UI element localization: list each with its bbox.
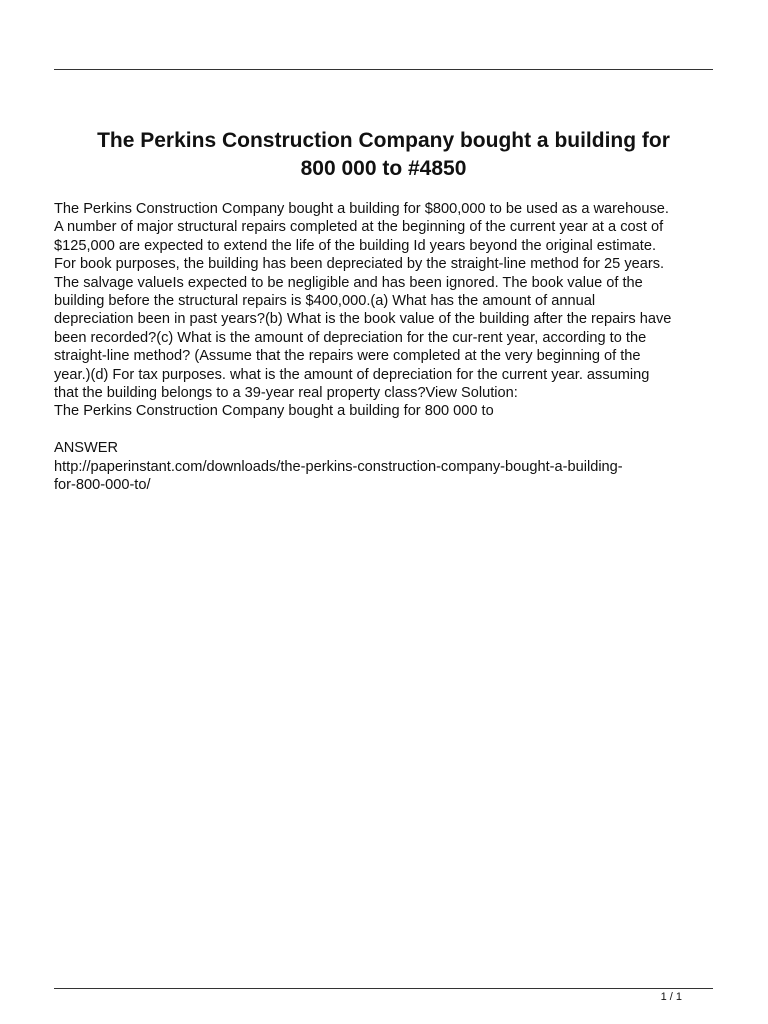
body-line: depreciation been in past years?(b) What is the book value of the building after the repairs have	[54, 311, 672, 328]
body-line: year.)(d) For tax purposes. what is the amount of depreciation for the current year. assuming	[54, 366, 650, 383]
body-line: The Perkins Construction Company bought a building for 800 000 to	[54, 403, 494, 420]
body-line: A number of major structural repairs completed at the beginning of the current year at a cost of	[54, 219, 664, 236]
answer-link-line-1[interactable]: http://paperinstant.com/downloads/the-perkins-construction-company-bought-a-building-	[54, 458, 623, 475]
document-body	[54, 200, 724, 494]
body-line: $125,000 are expected to extend the life of the building Id years beyond the original estimate.	[54, 237, 656, 254]
question-text	[54, 200, 724, 421]
body-line: straight-line method? (Assume that the repairs were completed at the very beginning of the	[54, 348, 641, 365]
page-indicator: 1 / 1	[660, 991, 682, 1003]
title-line-1: The Perkins Construction Company bought a building for	[97, 129, 670, 152]
body-line: For book purposes, the building has been depreciated by the straight-line method for 25 years.	[54, 256, 665, 273]
answer-link-line-2[interactable]: for-800-000-to/	[54, 477, 151, 494]
answer-section	[54, 439, 724, 494]
top-divider	[54, 69, 713, 70]
body-line: that the building belongs to a 39-year real property class?View Solution:	[54, 385, 518, 402]
body-line: The Perkins Construction Company bought a building for $800,000 to be used as a warehouse.	[54, 201, 669, 217]
body-line: The salvage valueIs expected to be negligible and has been ignored. The book value of the	[54, 274, 643, 291]
title-line-2: 800 000 to #4850	[300, 157, 467, 180]
bottom-divider	[54, 988, 713, 989]
body-line: building before the structural repairs is $400,000.(a) What has the amount of annual	[54, 293, 596, 310]
paragraph-gap	[54, 421, 724, 439]
body-line: been recorded?(c) What is the amount of depreciation for the cur-rent year, according to the	[54, 329, 647, 346]
document-title	[54, 127, 713, 183]
answer-label: ANSWER	[54, 440, 119, 457]
